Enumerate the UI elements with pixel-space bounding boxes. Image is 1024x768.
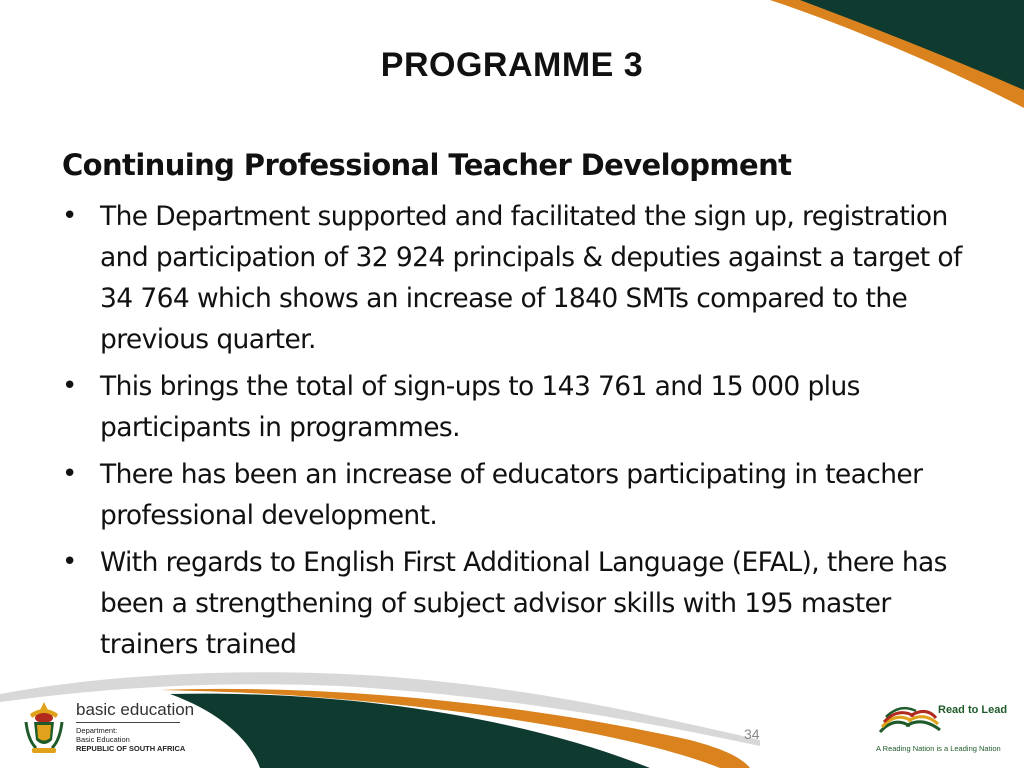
read-to-lead-tagline: A Reading Nation is a Leading Nation xyxy=(876,744,1001,753)
bullet-text: This brings the total of sign-ups to 143 761 and 15 000 plus participants in programmes. xyxy=(100,371,860,443)
bullet-item xyxy=(62,196,972,360)
logo-name: basic education xyxy=(76,700,195,719)
logo-divider xyxy=(76,722,180,723)
logo-line-3: REPUBLIC OF SOUTH AFRICA xyxy=(76,744,186,753)
bullet-marker: • xyxy=(62,547,77,577)
bullet-item xyxy=(62,542,972,665)
bullet-item xyxy=(62,366,972,448)
bullet-list xyxy=(62,196,972,671)
bullet-marker: • xyxy=(62,459,77,489)
logo-line-1: Department: xyxy=(76,726,118,735)
section-heading: Continuing Professional Teacher Development xyxy=(62,148,792,182)
read-to-lead-title: Read to Lead xyxy=(938,704,1008,716)
basic-education-logo xyxy=(22,700,194,756)
bullet-text: With regards to English First Additional Language (EFAL), there has been a strengthening of subject advisor skills with 195 master trainers trained xyxy=(100,547,947,660)
bullet-item xyxy=(62,454,972,536)
bullet-text: The Department supported and facilitated the sign up, registration and participation of 32 924 principals & deputies against a target of 34 764 which shows an increase of 1840 SMTs compared to the previous quarter. xyxy=(100,201,962,355)
open-book-icon xyxy=(876,702,942,742)
bullet-text: There has been an increase of educators participating in teacher professional development. xyxy=(100,459,923,531)
slide-title: PROGRAMME 3 xyxy=(380,46,644,84)
logo-line-2: Basic Education xyxy=(76,735,130,744)
bullet-marker: • xyxy=(62,201,77,231)
bullet-marker: • xyxy=(62,371,77,401)
page-number: 34 xyxy=(744,726,760,742)
coat-of-arms-icon xyxy=(22,700,66,756)
